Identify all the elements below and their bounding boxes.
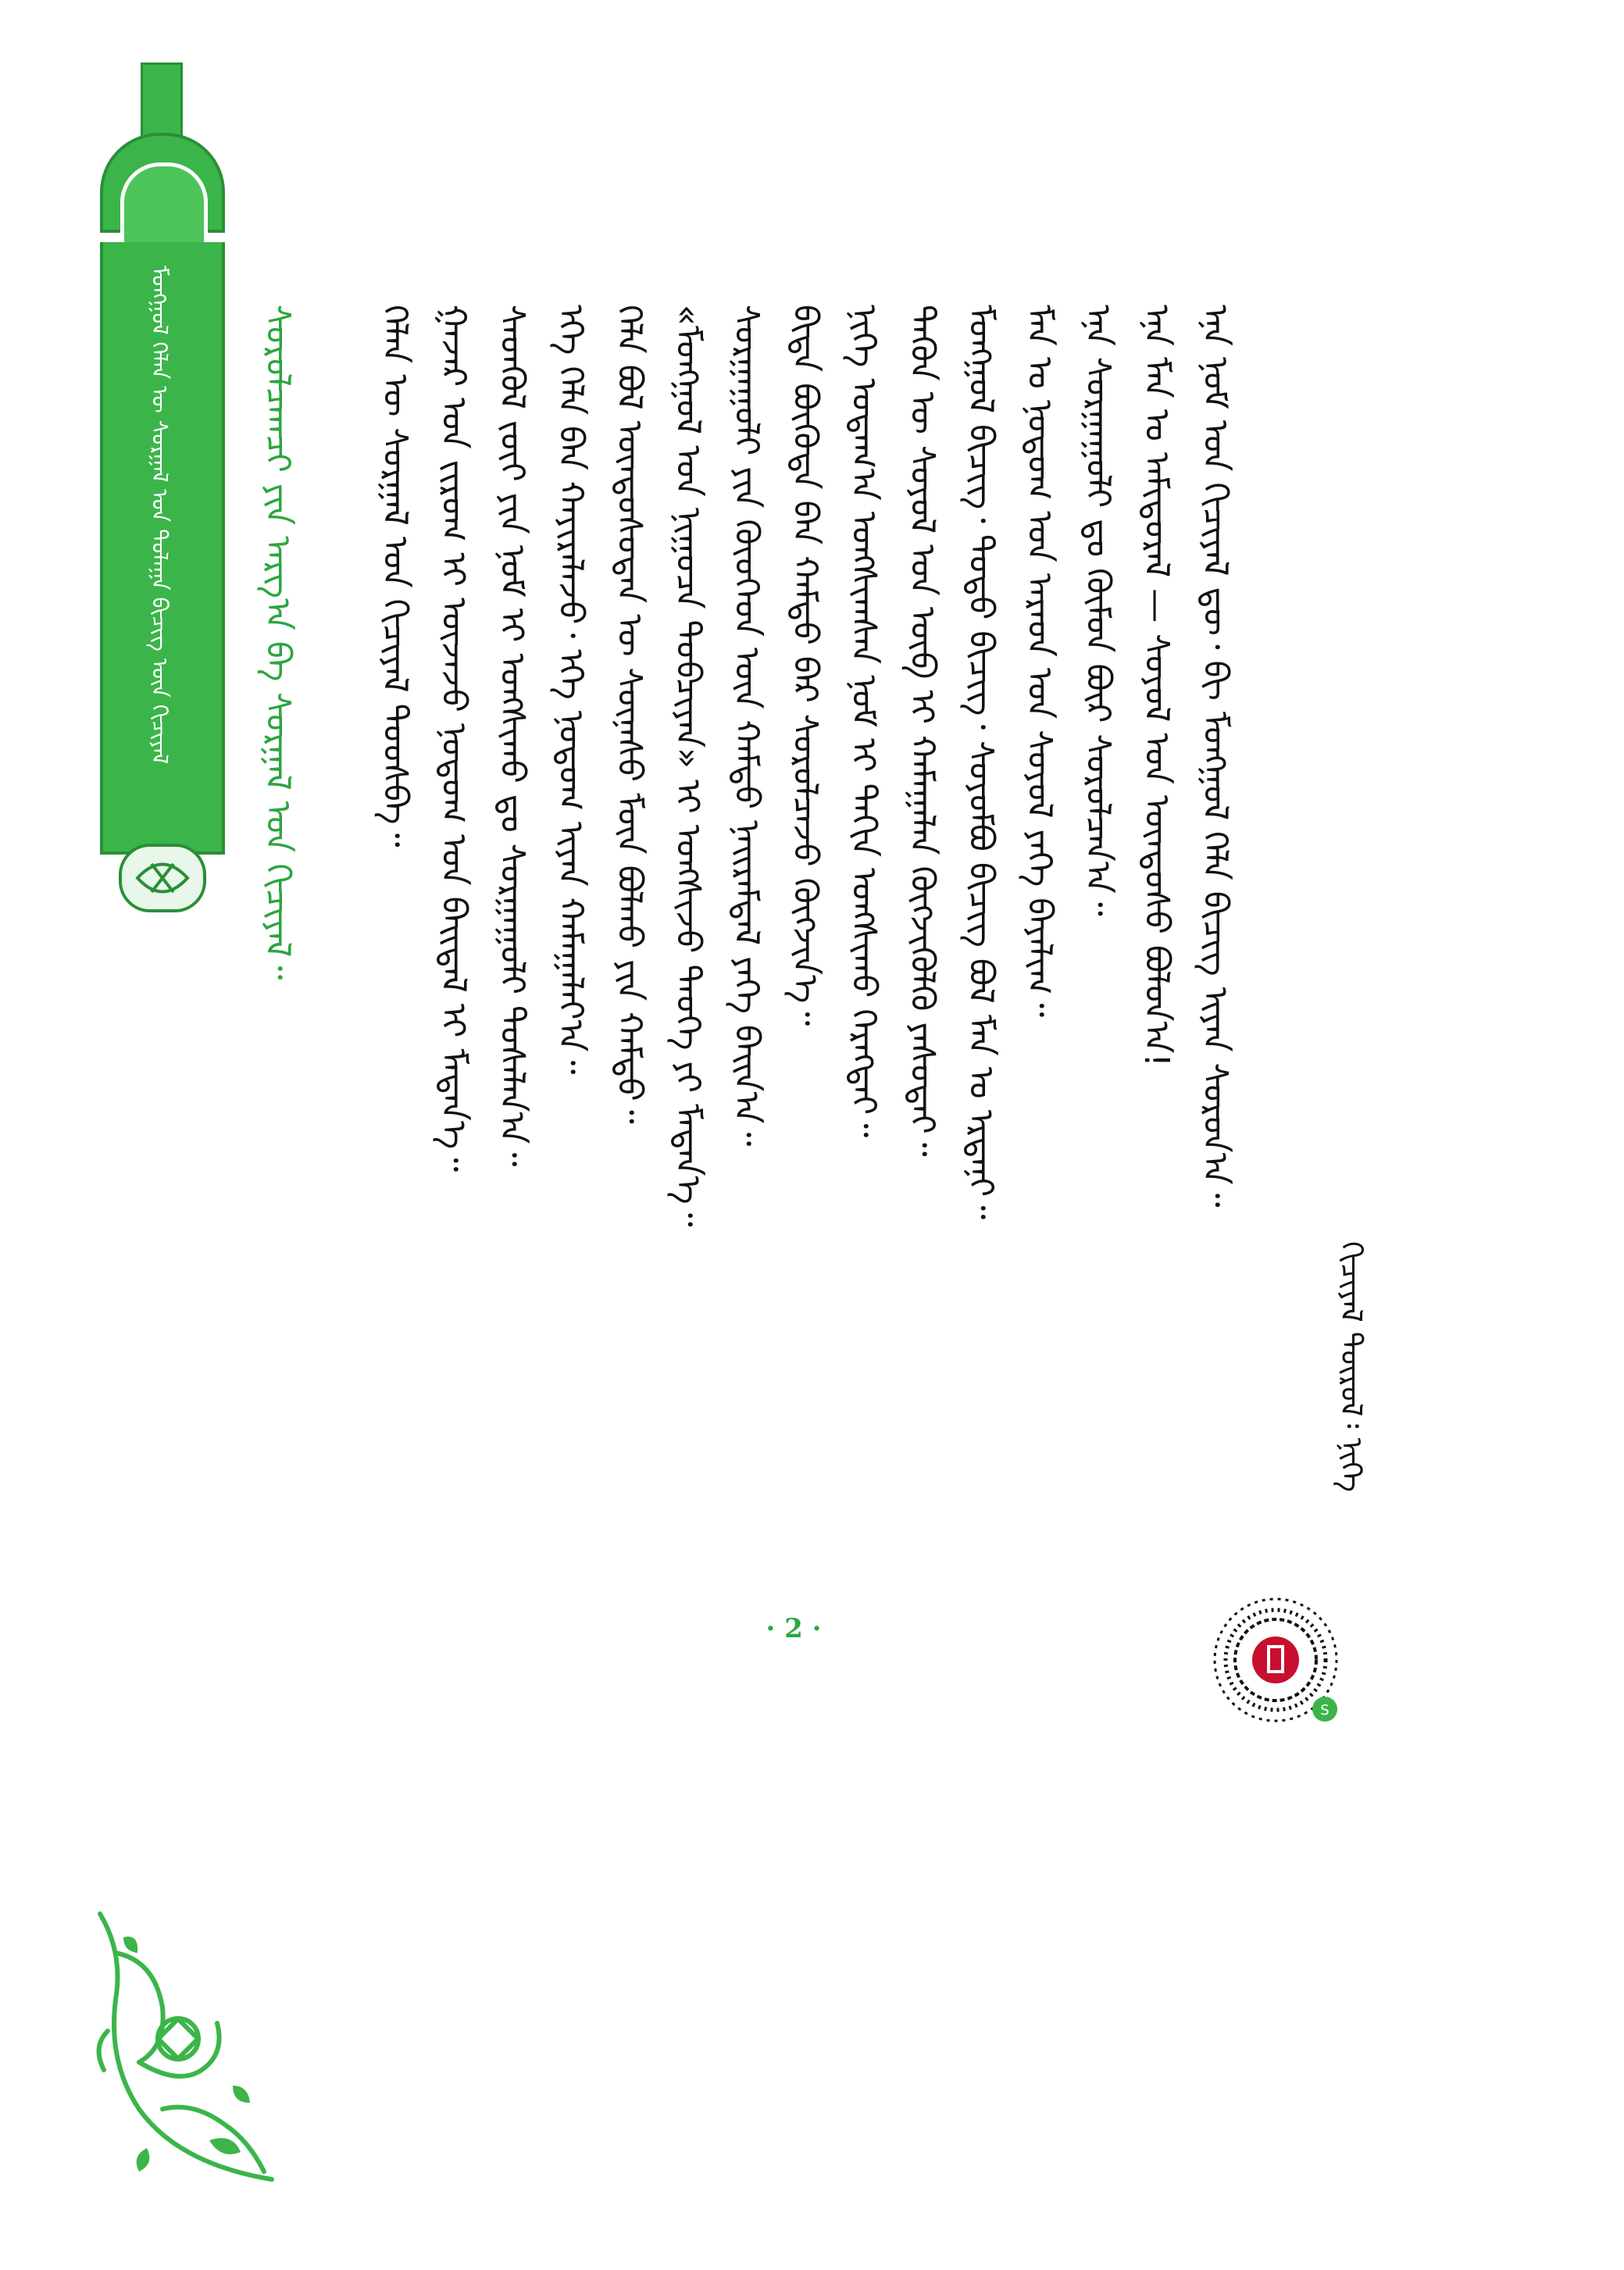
- tab-crest: [100, 133, 225, 233]
- body-column-11: ᠬᠡᠯᠡ ᠪᠣᠯ ᠦᠨᠳᠦᠰᠦᠲᠡᠨ ᠦ ᠰᠦᠨᠡᠰᠦ ᠮᠥᠨ ᠪᠣᠯᠬᠤ ᠶᠢᠨ ᠬᠠᠮᠲᠤ᠃: [609, 305, 649, 1124]
- knot-ornament-icon: [119, 844, 206, 912]
- body-column-4: ᠮᠠᠨ ᠤ ᠨᠤᠲᠤᠭ ᠤᠨ ᠠᠷᠠᠳ ᠤᠨ ᠰᠣᠶᠤᠯ ᠶᠡᠬᠡ ᠪᠠᠶᠠᠯᠢᠭ᠃: [1019, 305, 1059, 1018]
- body-column-9: ᠰᠤᠷᠭᠠᠭᠤᠯᠢ ᠶᠢᠨ ᠬᠦᠦᠬᠡᠳ ᠦᠨ ᠬᠠᠮᠲᠤ ᠨᠠᠢᠷᠠᠮᠳᠠᠯ ᠶᠡᠬᠡ ᠪᠠᠢᠨ᠎ᠠ᠃: [726, 305, 766, 1147]
- body-column-7: ᠨᠢᠭᠡ ᠤᠳᠠᠭ᠎ᠠ ᠤᠩᠰᠢᠭᠰᠠᠨ ᠨᠣᠮ ᠢ ᠳᠠᠬᠢᠨ ᠤᠩᠰᠢᠬᠤ ᠬᠡᠷᠡᠭᠲᠡᠢ᠃: [844, 305, 883, 1138]
- accent-line: ᠰᠤᠷᠤᠯᠴᠠᠭᠴᠢ ᠶᠢᠨ ᠠᠷᠭ᠎ᠠ ᠪᠠ ᠰᠤᠷᠭᠠᠯ ᠤᠨ ᠬᠢᠴᠢᠶᠡᠯ᠃: [258, 305, 298, 980]
- body-column-15: ᠬᠡᠯᠡᠨ ᠦ ᠰᠤᠷᠭᠠᠯ ᠤᠨ ᠬᠢᠴᠢᠶᠡᠯ ᠳᠤᠤᠰᠪᠠ᠃: [375, 305, 415, 848]
- body-column-14: ᠭᠠᠵᠠᠷ ᠤᠨ ᠵᠢᠷᠤᠭ ᠢ ᠦᠵᠡᠵᠦ ᠨᠤᠲᠤᠭ ᠤᠨ ᠪᠠᠢᠳᠠᠯ ᠢ ᠮᠡᠳᠡᠨ᠎ᠡ᠃: [434, 305, 473, 1172]
- body-column-13: ᠰᠡᠳᠬᠦᠯ ᠵᠦᠢ ᠶᠢᠨ ᠨᠣᠮ ᠢ ᠤᠩᠰᠢᠬᠤ ᠳᠤ ᠰᠤᠷᠭᠠᠭᠤᠯᠢ ᠳᠤᠰᠠᠯᠠᠨ᠎ᠠ᠃: [492, 305, 532, 1167]
- floral-corner-ornament-icon: [92, 1906, 280, 2187]
- running-title: ᠮᠣᠩᠭᠣᠯ ᠬᠡᠯᠡᠨ ᠦ ᠰᠤᠷᠭᠠᠯ ᠤᠨ ᠲᠤᠯᠠᠭᠠ ᠪᠢᠴᠢᠭ ᠦᠨ ᠬᠢᠴᠢᠶᠡᠯ: [147, 266, 173, 765]
- body-column-12: ᠡᠬᠡ ᠬᠡᠯᠡ ᠪᠡᠨ ᠬᠠᠶᠢᠷᠠᠯᠠᠵᠤ᠂ ᠡᠬᠡ ᠨᠤᠲᠤᠭ ᠢᠶᠠᠨ ᠬᠠᠮᠠᠭᠠᠯᠠᠶ᠎ᠠ᠃: [551, 305, 591, 1075]
- body-column-3: ᠡᠨᠡ ᠰᠤᠷᠭᠠᠭᠤᠯᠢ ᠳᠤ ᠬᠦᠮᠦᠨ ᠪᠦᠷ ᠰᠤᠷᠤᠯᠴᠠᠨ᠎ᠠ᠃: [1078, 305, 1118, 916]
- running-header-tab: [100, 62, 223, 906]
- body-column-5: ᠮᠣᠩᠭᠣᠯ ᠪᠢᠴᠢᠭ᠂ ᠲᠣᠳᠣ ᠪᠢᠴᠢᠭ᠂ ᠰᠣᠶᠤᠮᠪᠤ ᠪᠢᠴᠢᠭ ᠪᠣᠯ ᠮᠠᠨ ᠤ ᠡᠷᠳᠡᠨᠢ᠃: [961, 305, 1001, 1220]
- body-column-10: «ᠮᠣᠩᠭᠣᠯ ᠤᠨ ᠨᠢᠭᠤᠴᠠ ᠲᠣᠪᠴᠢᠶᠠᠨ» ᠢ ᠤᠩᠰᠢᠵᠤ ᠲᠡᠦᠬᠡ ᠶᠢ ᠮᠡᠳᠡᠨ᠎ᠡ᠃: [668, 305, 708, 1227]
- badge-label: S: [1320, 1702, 1330, 1719]
- page-number: · 2 ·: [766, 1613, 822, 1644]
- qr-code-icon[interactable]: [1209, 1594, 1342, 1726]
- body-column-2: ᠡᠨᠡ ᠮᠠᠨ ᠤ ᠠᠮᠢᠳᠤᠷᠠᠯ — ᠰᠣᠶᠤᠯ ᠤᠨ ᠦᠨᠳᠦᠰᠦ ᠪᠣᠯᠤᠨ᠎ᠠ!: [1137, 305, 1176, 1067]
- body-column-1: ᠡᠨᠡ ᠨᠣᠮ ᠤᠨ ᠬᠢᠴᠢᠶᠡᠯ ᠳᠦ᠂ ᠪᠢ ᠮᠣᠩᠭᠣᠯ ᠬᠡᠯᠡ ᠪᠢᠴᠢᠭ ᠢᠶᠡᠨ ᠰᠤᠷᠤᠨ᠎ᠠ᠃: [1195, 305, 1235, 1208]
- body-column-6: ᠲᠡᠭᠦᠨ ᠦ ᠰᠣᠶᠤᠯ ᠤᠨ ᠦᠪ ᠢ ᠬᠠᠮᠠᠭᠠᠯᠠᠨ ᠬᠥᠭᠵᠢᠭᠦᠯᠬᠦ ᠶᠠᠰᠤᠲᠠᠢ᠃: [902, 305, 942, 1157]
- section-title: ᠬᠢᠴᠢᠶᠡᠯ ᠲᠥᠷᠥᠯ᠄ ᠨᠢᠭᠡ: [1334, 1241, 1369, 1493]
- body-column-8: ᠪᠢᠳᠡ ᠪᠦᠬᠦᠳᠡ ᠪᠡᠨ ᠬᠠᠮᠲᠤ ᠪᠡᠷ ᠰᠤᠷᠤᠯᠴᠠᠵᠤ ᠬᠥᠭᠵᠢᠨ᠎ᠡ᠃: [785, 305, 825, 1026]
